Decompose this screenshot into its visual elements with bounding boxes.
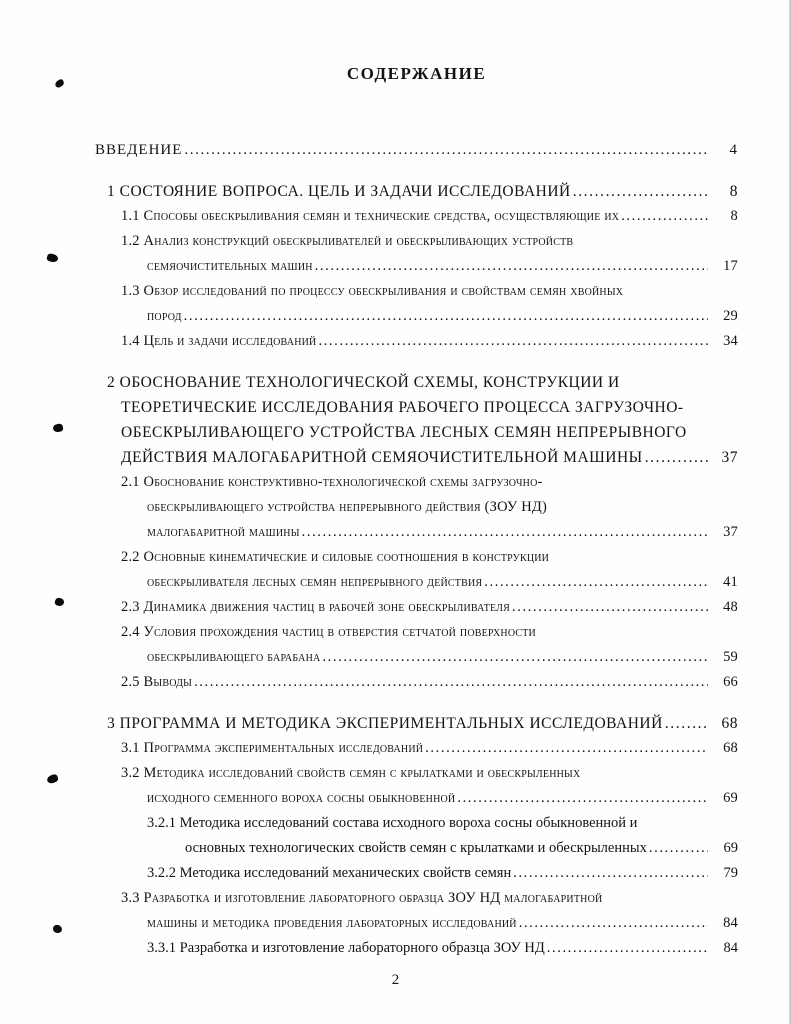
toc-page-number: 17 bbox=[723, 258, 738, 274]
toc-entry-text: 3.3.1 Разработка и изготовление лабораторного образца ЗОУ НД bbox=[147, 940, 545, 956]
toc-line bbox=[95, 254, 738, 279]
toc-line: 3.2.1 Методика исследований состава исходного вороха сосны обыкновенной и bbox=[147, 815, 638, 831]
toc-line bbox=[95, 520, 738, 545]
ink-speck bbox=[54, 597, 65, 608]
toc-entry-text: ВВЕДЕНИЕ bbox=[95, 142, 183, 158]
ink-speck bbox=[46, 773, 59, 784]
toc-line bbox=[95, 204, 738, 229]
toc-entry bbox=[95, 138, 738, 163]
toc-line bbox=[95, 936, 738, 961]
toc-line: 3.2 Методика исследований свойств семян с крылатками и обескрыленных bbox=[121, 765, 581, 781]
leader-dots bbox=[511, 861, 708, 886]
leader-dots bbox=[192, 670, 708, 695]
toc-page-number: 59 bbox=[723, 649, 738, 665]
toc-page-number: 68 bbox=[721, 715, 738, 732]
ink-speck bbox=[54, 78, 65, 88]
toc-page-number: 41 bbox=[723, 574, 738, 590]
page-number: 2 bbox=[391, 972, 400, 988]
toc-entry bbox=[95, 811, 738, 861]
toc-page-number: 48 bbox=[723, 599, 738, 615]
toc-page-number: 4 bbox=[729, 142, 738, 158]
leader-dots bbox=[313, 254, 708, 279]
leader-dots bbox=[517, 911, 708, 936]
toc-line: 1.2 Анализ конструкций обескрыливателей и обескрыливающих устройств bbox=[121, 233, 574, 249]
leader-dots bbox=[455, 786, 708, 811]
toc-entry-text: 2.5 Выводы bbox=[121, 674, 193, 690]
leader-dots bbox=[643, 445, 708, 470]
toc-entry bbox=[95, 545, 738, 595]
leader-dots bbox=[545, 936, 708, 961]
toc-line bbox=[95, 911, 738, 936]
toc-entry bbox=[95, 470, 738, 545]
toc-entry bbox=[95, 229, 738, 279]
toc-entry bbox=[95, 711, 738, 736]
toc-entry bbox=[95, 886, 738, 936]
toc-entry bbox=[95, 736, 738, 761]
toc-line bbox=[95, 670, 738, 695]
toc-line: 2.2 Основные кинематические и силовые соотношения в конструкции bbox=[121, 549, 550, 565]
toc-entry bbox=[95, 861, 738, 886]
toc-line: 2 ОБОСНОВАНИЕ ТЕХНОЛОГИЧЕСКОЙ СХЕМЫ, КОНСТРУКЦИИ И bbox=[107, 374, 620, 391]
leader-dots bbox=[182, 304, 708, 329]
leader-dots bbox=[510, 595, 708, 620]
toc-entry-text: обескрыливателя лесных семян непрерывного действия bbox=[147, 574, 483, 590]
page-title: СОДЕРЖАНИЕ bbox=[346, 64, 487, 83]
leader-dots bbox=[300, 520, 708, 545]
toc-line bbox=[95, 861, 738, 886]
toc-entry bbox=[95, 279, 738, 329]
toc-page-number: 37 bbox=[723, 524, 738, 540]
leader-dots bbox=[316, 329, 708, 354]
toc-line bbox=[95, 786, 738, 811]
toc-entry-text: 1.4 Цель и задачи исследований bbox=[121, 333, 317, 349]
toc-entry-text: 1.1 Способы обескрыливания семян и технические средства, осуществляющие их bbox=[121, 208, 620, 224]
toc-line bbox=[95, 138, 738, 163]
leader-dots bbox=[182, 138, 708, 163]
toc-line: 2.4 Условия прохождения частиц в отверстия сетчатой поверхности bbox=[121, 624, 536, 640]
toc-page-number: 84 bbox=[723, 940, 738, 956]
leader-dots bbox=[663, 711, 708, 736]
leader-dots bbox=[423, 736, 708, 761]
toc-entry bbox=[95, 370, 738, 470]
toc-line: обескрыливающего устройства непрерывного действия (ЗОУ НД) bbox=[147, 499, 548, 515]
toc-entry-text: 2.3 Динамика движения частиц в рабочей зоне обескрыливателя bbox=[121, 599, 511, 615]
toc-entry-text: обескрыливающего барабана bbox=[147, 649, 321, 665]
toc-page-number: 79 bbox=[723, 865, 738, 881]
toc-entry bbox=[95, 670, 738, 695]
toc-page-number: 66 bbox=[723, 674, 738, 690]
toc-line bbox=[95, 595, 738, 620]
toc-page-number: 69 bbox=[723, 840, 738, 856]
toc-line bbox=[95, 304, 738, 329]
leader-dots bbox=[482, 570, 708, 595]
ink-speck bbox=[52, 423, 63, 433]
toc-line bbox=[95, 445, 738, 470]
toc-entry-text: пород bbox=[147, 308, 182, 324]
leader-dots bbox=[647, 836, 708, 861]
ink-speck bbox=[46, 253, 59, 264]
toc-entry-text: исходного семенного вороха сосны обыкновенной bbox=[147, 790, 456, 806]
toc-line: 2.1 Обоснование конструктивно-технологической схемы загрузочно- bbox=[121, 474, 543, 490]
toc-page-number: 8 bbox=[729, 183, 738, 200]
toc-line: ТЕОРЕТИЧЕСКИЕ ИССЛЕДОВАНИЯ РАБОЧЕГО ПРОЦЕССА ЗАГРУЗОЧНО- bbox=[121, 399, 684, 416]
toc-entry bbox=[95, 620, 738, 670]
toc-entry-text: 3 ПРОГРАММА И МЕТОДИКА ЭКСПЕРИМЕНТАЛЬНЫХ ИССЛЕДОВАНИЙ bbox=[107, 715, 663, 732]
toc-entry-text: ДЕЙСТВИЯ МАЛОГАБАРИТНОЙ СЕМЯОЧИСТИТЕЛЬНОЙ МАШИНЫ bbox=[121, 449, 643, 466]
toc-entry bbox=[95, 936, 738, 961]
toc-entry bbox=[95, 329, 738, 354]
toc-page-number: 69 bbox=[723, 790, 738, 806]
toc-line bbox=[95, 711, 738, 736]
toc-entry-text: основных технологических свойств семян с крылатками и обескрыленных bbox=[185, 840, 647, 856]
toc-line: 1.3 Обзор исследований по процессу обескрыливания и свойствам семян хвойных bbox=[121, 283, 624, 299]
leader-dots bbox=[320, 645, 708, 670]
toc-line bbox=[95, 179, 738, 204]
toc-entry-text: 3.2.2 Методика исследований механических свойств семян bbox=[147, 865, 512, 881]
toc-line bbox=[95, 570, 738, 595]
toc-entry bbox=[95, 761, 738, 811]
toc-line: ОБЕСКРЫЛИВАЮЩЕГО УСТРОЙСТВА ЛЕСНЫХ СЕМЯН НЕПРЕРЫВНОГО bbox=[121, 424, 687, 441]
ink-speck bbox=[52, 924, 62, 933]
toc-entry-text: 3.1 Программа экспериментальных исследований bbox=[121, 740, 424, 756]
toc-page-number: 37 bbox=[721, 449, 738, 466]
toc-line bbox=[95, 645, 738, 670]
toc-line bbox=[95, 329, 738, 354]
toc-entry-text: машины и методика проведения лабораторных исследований bbox=[147, 915, 517, 931]
toc-entry bbox=[95, 179, 738, 204]
toc-page-number: 84 bbox=[723, 915, 738, 931]
toc-line bbox=[95, 736, 738, 761]
toc-line: 3.3 Разработка и изготовление лабораторного образца ЗОУ НД малогабаритной bbox=[121, 890, 603, 906]
toc-entry-text: малогабаритной машины bbox=[147, 524, 300, 540]
toc-page-number: 34 bbox=[723, 333, 738, 349]
leader-dots bbox=[619, 204, 708, 229]
table-of-contents bbox=[95, 138, 738, 961]
leader-dots bbox=[571, 179, 708, 204]
toc-page-number: 29 bbox=[723, 308, 738, 324]
toc-page-number: 68 bbox=[723, 740, 738, 756]
toc-entry bbox=[95, 204, 738, 229]
toc-entry-text: семяочистительных машин bbox=[147, 258, 313, 274]
toc-page-number: 8 bbox=[730, 208, 738, 224]
toc-line bbox=[95, 836, 738, 861]
toc-entry bbox=[95, 595, 738, 620]
toc-entry-text: 1 СОСТОЯНИЕ ВОПРОСА. ЦЕЛЬ И ЗАДАЧИ ИССЛЕДОВАНИЙ bbox=[107, 183, 571, 200]
